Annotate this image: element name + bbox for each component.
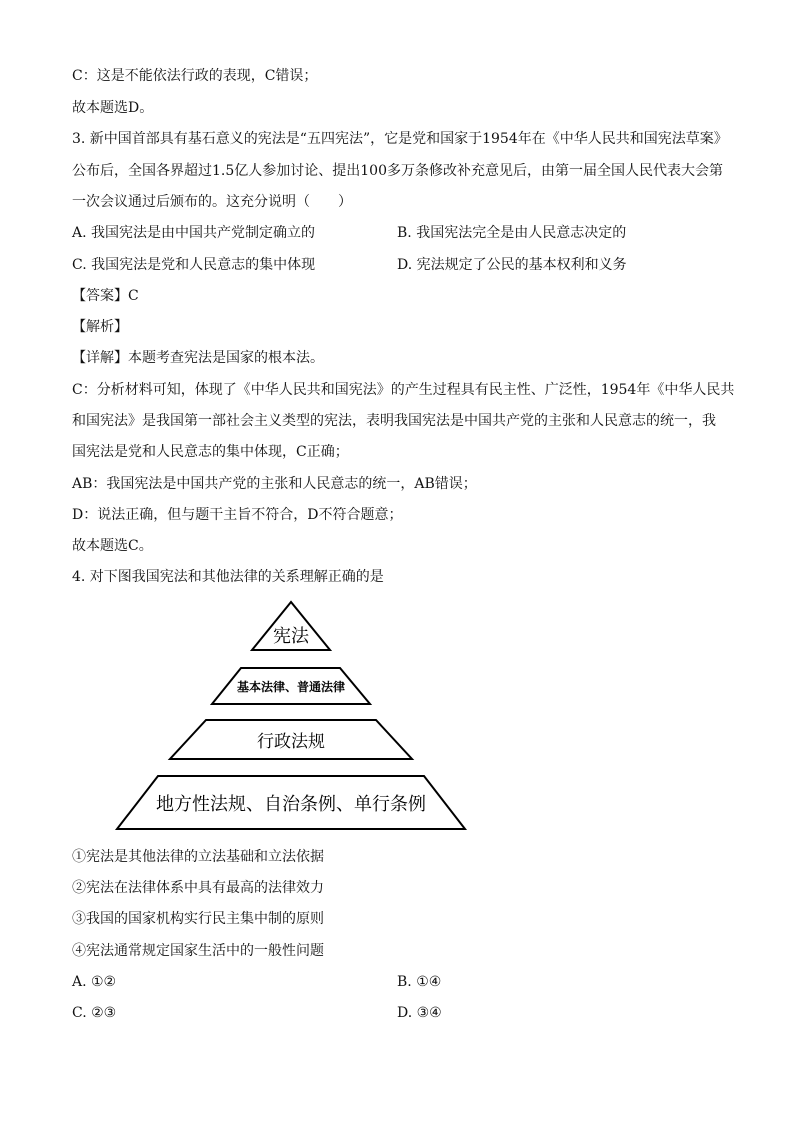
text-line: C：这是不能依法行政的表现，C错误；	[72, 68, 318, 84]
explanation-line: C：分析材料可知，体现了《中华人民共和国宪法》的产生过程具有民主性、广泛性，1954年《中华人民共	[72, 382, 735, 398]
detail-label: 【详解】本题考查宪法是国家的根本法。	[72, 350, 324, 366]
explanation-line: 故本题选C。	[72, 538, 153, 554]
pyramid-label-4: 地方性法规、自治条例、单行条例	[156, 794, 426, 815]
explanation-line: AB：我国宪法是中国共产党的主张和人民意志的统一，AB错误；	[72, 476, 477, 492]
text-line: 故本题选D。	[72, 100, 154, 116]
question-4-stem: 4. 对下图我国宪法和其他法律的关系理解正确的是	[72, 569, 384, 585]
pyramid-label-3: 行政法规	[257, 732, 325, 752]
option-c: C. ②③	[72, 1005, 117, 1021]
explanation-line: D：说法正确，但与题干主旨不符合，D不符合题意；	[72, 507, 403, 523]
option-d: D. 宪法规定了公民的基本权利和义务	[397, 257, 627, 273]
answer-label: 【答案】C	[72, 288, 139, 304]
statement-3: ③我国的国家机构实行民主集中制的原则	[72, 911, 324, 927]
statement-1: ①宪法是其他法律的立法基础和立法依据	[72, 849, 324, 865]
analysis-label: 【解析】	[72, 319, 128, 335]
option-b: B. 我国宪法完全是由人民意志决定的	[397, 225, 627, 241]
explanation-line: 国宪法是党和人民意志的集中体现，C正确；	[72, 444, 349, 460]
statement-2: ②宪法在法律体系中具有最高的法律效力	[72, 880, 324, 896]
statement-4: ④宪法通常规定国家生活中的一般性问题	[72, 943, 324, 959]
pyramid-label-1: 宪法	[273, 626, 309, 646]
option-b: B. ①④	[397, 974, 442, 990]
question-3-stem: 公布后，全国各界超过1.5亿人参加讨论、提出100多万条修改补充意见后，由第一届全国人民代表大会第	[72, 163, 723, 179]
option-a: A. 我国宪法是由中国共产党制定确立的	[72, 225, 316, 241]
option-a: A. ①②	[72, 974, 117, 990]
pyramid-label-2: 基本法律、普通法律	[236, 680, 346, 694]
question-3-stem: 一次会议通过后颁布的。这充分说明（ ）	[72, 194, 352, 210]
question-3-stem: 3. 新中国首部具有基石意义的宪法是“五四宪法”，它是党和国家于1954年在《中华人民共和国宪法草案》	[72, 131, 728, 147]
explanation-line: 和国宪法》是我国第一部社会主义类型的宪法，表明我国宪法是中国共产党的主张和人民意志的统一，我	[72, 413, 716, 429]
option-c: C. 我国宪法是党和人民意志的集中体现	[72, 257, 316, 273]
option-d: D. ③④	[397, 1005, 442, 1021]
law-hierarchy-pyramid	[110, 596, 480, 836]
